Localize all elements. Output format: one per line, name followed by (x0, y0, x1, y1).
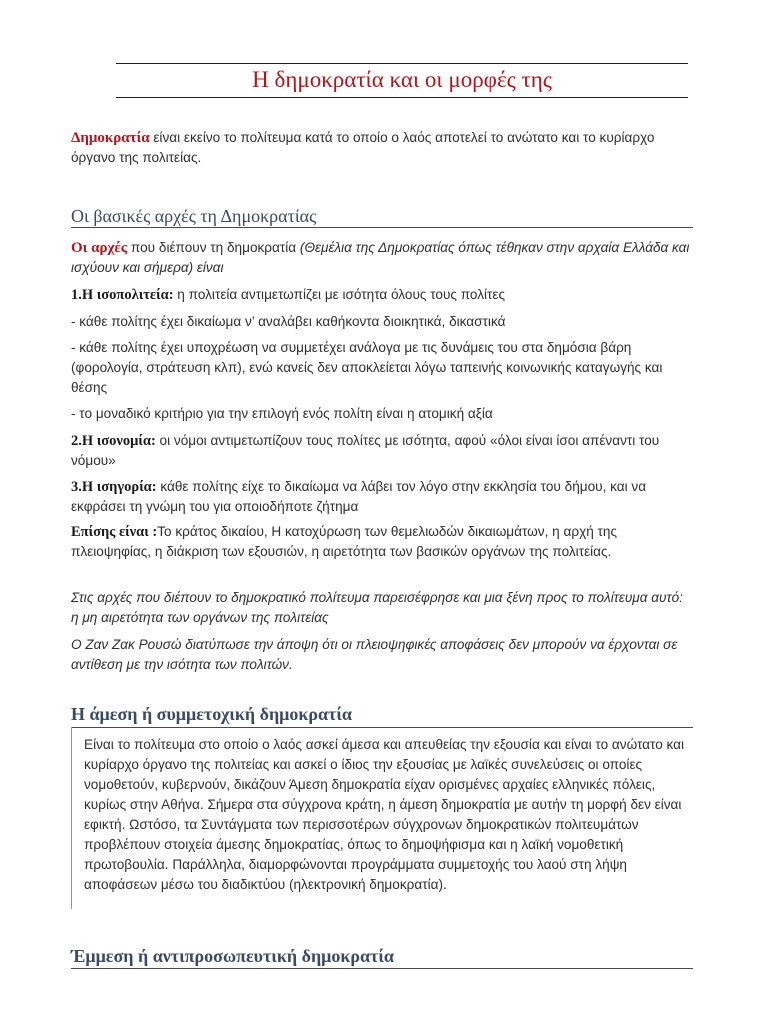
also-principles (71, 522, 693, 562)
principle-isopoliteia (71, 285, 693, 305)
section-heading-principles: Οι βασικές αρχές τη Δημοκρατίας (71, 206, 317, 226)
principle-label: 2.Η ισονομία: (71, 433, 156, 449)
principle-text: η πολιτεία αντιμετωπίζει με ισότητα όλους τους πολίτες (173, 287, 506, 302)
section-divider (71, 968, 693, 969)
bullet-item: - κάθε πολίτης έχει υποχρέωση να συμμετέχει ανάλογα με τις δυνάμεις του στα δημόσια βάρη (φορολογία, στράτευση κλπ), ενώ κανείς δεν αποκλείεται λόγω ταπεινής κοινωνικής καταγωγής και θέσης (71, 340, 663, 395)
principle-isigoria (71, 477, 693, 517)
rousseau-note: Ο Ζαν Ζακ Ρουσώ διατύπωσε την άποψη ότι οι πλειοψηφικές αποφάσεις δεν μπορούν να έρχονται σε αντίθεση με την ισότητα των πολιτών. (71, 637, 678, 672)
principles-lead-italic: (Θεμέλια της Δημοκρατίας όπως τέθηκαν στην αρχαία Ελλάδα και ισχύουν και σήμερα) είναι (71, 240, 690, 275)
section-divider (71, 727, 693, 728)
section-heading-direct-democracy: Η άμεση ή συμμετοχική δημοκρατία (71, 704, 352, 724)
intro-term: Δημοκρατία (71, 130, 150, 146)
section-heading-representative-democracy: Έμμεση ή αντιπροσωπευτική δημοκρατία (71, 946, 394, 966)
section-divider (71, 227, 693, 228)
bullet-item: - κάθε πολίτης έχει δικαίωμα ν’ αναλάβει καθήκοντα διοικητικά, δικαστικά (71, 314, 506, 329)
also-text: Το κράτος δικαίου, Η κατοχύρωση των θεμελιωδών δικαιωμάτων, η αρχή της πλειοψηφίας, η διάκριση των εξουσιών, η αιρετότητα των βασικών οργάνων της πολιτείας. (71, 524, 618, 559)
principle-text: κάθε πολίτης είχε το δικαίωμα να λάβει τον λόγο στην εκκλησία του δήμου, και να εκφράσει τη γνώμη του για οποιοδήποτε ζήτημα (71, 479, 647, 514)
intro-paragraph (71, 128, 693, 168)
principles-lead (71, 238, 693, 278)
principle-label: 1.Η ισοπολιτεία: (71, 287, 174, 303)
principles-term: Οι αρχές (71, 240, 128, 256)
intro-text: είναι εκείνο το πολίτευμα κατά το οποίο ο λαός αποτελεί το ανώτατο και το κυρίαρχο όργανο της πολιτείας. (71, 130, 655, 165)
page-title: Η δημοκρατία και οι μορφές της (252, 67, 552, 92)
principle-text: οι νόμοι αντιμετωπίζουν τους πολίτες με ισότητα, αφού «όλοι είναι ίσοι απέναντι του νόμου» (71, 433, 660, 468)
direct-democracy-text: Είναι το πολίτευμα στο οποίο ο λαός ασκεί άμεσα και απευθείας την εξουσία και είναι το ανώτατο και κυρίαρχο όργανο της πολιτείας και ασκεί ο ίδιος την εξουσίας με λαϊκές συνελεύσεις οι οποίες νομοθετούν, κυβερνούν, δικάζουν Άμεση δημοκρατία είχαν ορισμένες αρχαίες ελληνικές πόλεις, κυρίως στην Αθήνα. Σήμερα στα σύγχρονα κράτη, η άμεση δημοκρατία με αυτήν τη μορφή δεν είναι εφικτή. Ωστόσο, τα Συντάγματα των περισσοτέρων σύγχρονων δημοκρατικών πολιτευμάτων προβλέπουν στοιχεία άμεσης δημοκρατίας, όπως το δημοψήφισμα και η λαϊκή νομοθετική πρωτοβουλία. Παράλληλα, διαμορφώνονται προγράμματα συμμετοχής του λαού στη λήψη αποφάσεων μέσω του διαδικτύου (ηλεκτρονική δημοκρατία). (84, 737, 685, 892)
title-bottom-rule (116, 97, 688, 98)
principles-lead-text: που διέπουν τη δημοκρατία (127, 240, 300, 255)
bullet-item: - το μοναδικό κριτήριο για την επιλογή ενός πολίτη είναι η ατομική αξία (71, 406, 493, 421)
also-label: Επίσης είναι : (71, 524, 158, 540)
title-top-rule (116, 63, 688, 64)
principle-isonomia (71, 431, 693, 471)
principle-label: 3.Η ισηγορία: (71, 479, 157, 495)
italic-note: Στις αρχές που διέπουν το δημοκρατικό πολίτευμα παρεισέφρησε και μια ξένη προς το πολίτευμα αυτό: η μη αιρετότητα των οργάνων της πολιτείας (71, 590, 683, 625)
text-box-border (71, 727, 72, 909)
